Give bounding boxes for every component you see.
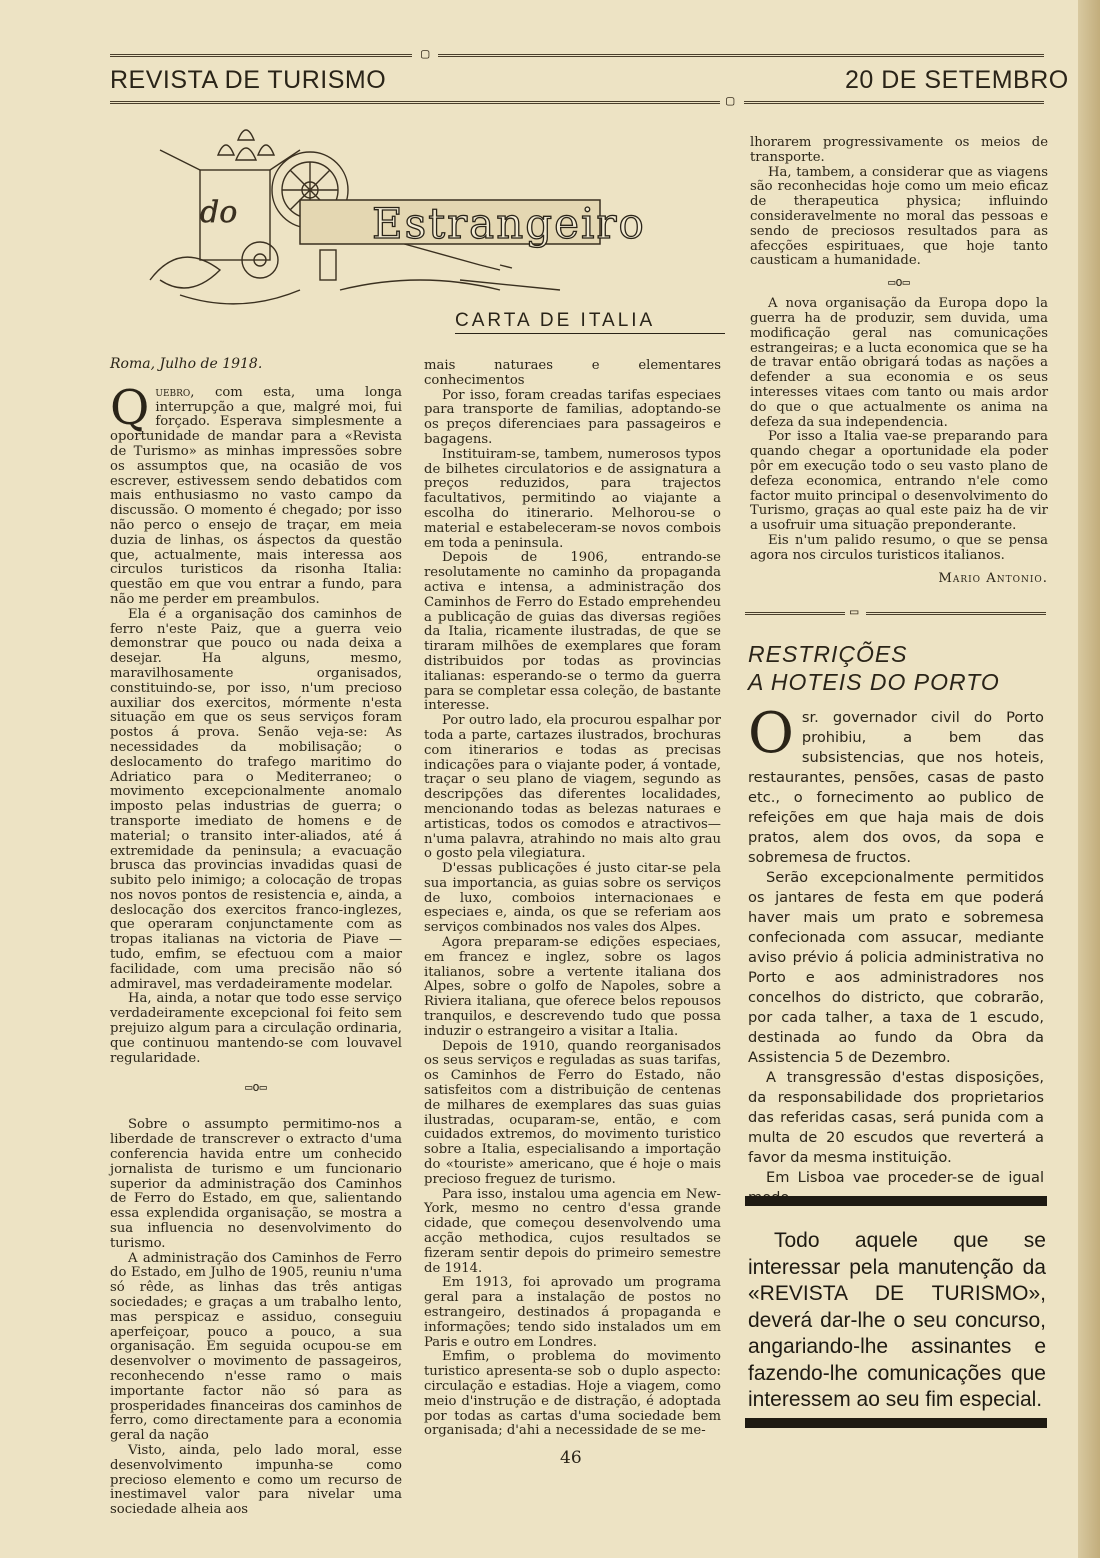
page-edge-shadow [1078,0,1100,1558]
article-paragraph: Ha, ainda, a notar que todo esse serviço verdadeiramente excepcional foi feito sem prejuizo algum para a circulação ordinaria, que continuou mantendo-se com louvavel regularidade. [110,991,402,1066]
article-paragraph: Por isso, foram creadas tarifas especiaes para transporte de familias, adoptando-se os preços diferenciaes para passageiros e bagagens. [424,387,721,447]
header-magazine-title: REVISTA DE TURISMO [110,66,387,94]
article-paragraph: A nova organisação da Europa dopo la guerra ha de produzir, sem duvida, uma modificação geral nas comunicações estrangeiras; e a lucta economica que se ha de travar então obrigará todas as nações a defender a sua economia e os seus interesses vitaes com tanto ou mais ardor do que o que actualmente os anima na defeza da sua independencia. [750,296,1048,430]
article-paragraph: Visto, ainda, pelo lado moral, esse desenvolvimento impunha-se como precioso elemento e como um recurso de inestimavel valor para nivelar uma sociedade alheia aos [110,1442,402,1518]
article-column-1 [110,357,402,1518]
restricoes-paragraph: A transgressão d'estas disposições, da responsabilidade dos proprietarios das referidas casas, será punida com a multa de 20 escudos que reverterá a favor da mesma instituição. [748,1069,1044,1166]
article-text: , com esta, uma longa interrupção a que, malgré moi, fui forçado. Esperava simplesmente a oportunidade de mandar para a «Revista de Turismo» as minhas impressões sobre os assumptos que, na ocasião de vos escrever, estivessem sendo debatidos com mais enthusiasmo no vasto campo da discussão. O momento é chegado; por isso não perco o ensejo de traçar, em meia duzia de linhas, os áspectos da questão que, actualmente, mais interessa aos circulos turisticos da risonha Italia: questão em que vou entrar a fundo, para não me perder em preambulos. [110,384,402,607]
article-paragraph: Eis n'um palido resumo, o que se pensa agora nos circulos turisticos italianos. [750,532,1048,563]
paragraph-separator: ▭o▭ [888,275,910,290]
restricoes-paragraph: Serão excepcionalmente permitidos os jantares de festa em que poderá haver mais um prato e sobremesa confecionada com assucar, mediante aviso prévio á policia administrativa no Porto e aos administradores nos concelhos do districto, que cobrarão, por cada talher, a taxa de 1 escudo, destinada ao fundo da Obra da Assistencia 5 de Dezembro. [748,869,1044,1066]
article-paragraph: Ha, tambem, a considerar que as viagens são reconhecidas hoje como um meio eficaz de therapeutica physica; influindo consideravelmente no moral das pessoas e sendo de preciosos resultados para as afecções espirituaes, que hoje tanto causticam a humanidade. [750,164,1048,269]
drop-capital: O [748,701,794,766]
article-paragraph: Instituiram-se, tambem, numerosos typos de bilhetes circulatorios e de assignatura a preços reduzidos, para trajectos facultativos, permitindo ao viajante a escolha do itinerario. Melhorou-se o material e estabeleceram-se novos combois em toda a peninsula. [424,446,721,551]
article-column-2 [424,359,721,1439]
top-rule-left [110,54,412,57]
restricoes-title-line-2: A HOTEIS DO PORTO [748,669,1000,695]
svg-text:Estrangeiro: Estrangeiro [372,199,646,248]
article-column-3 [750,136,1048,586]
notice-bottom-bar [745,1418,1047,1428]
header-rule-ornament: ▢ [726,93,735,109]
paragraph-separator: ▭o▭ [245,1080,267,1095]
article-paragraph: Ela é a organisação dos caminhos de ferro n'este Paiz, que a guerra veio demonstrar que pouco ou nada deixa a desejar. Ha alguns, mesmo, maravilhosamente organisados, constituindo-se, por isso, n'um precioso auxiliar dos exercitos, mórmente n'esta situação em que os seus serviços foram postos á prova. Senão veja-se: As necessidades da mobilisação; o deslocamento do trafego maritimo do Adriatico para o Mediterraneo; o movimento excepcionalmente anomalo imposto pelas industrias de guerra; o transporte imediato de homens e de material; o transito inter-aliados, até á extremidade da peninsula; a evacuação brusca das provincias invadidas quasi de subito pelo inimigo; a colocação de tropas nos novos pontos de resistencia e, ainda, a deslocação dos exercitos franco-inglezes, que operaram conjunctamente com as tropas italianas na victoria de Piave — tudo, emfim, se efectuou com a maior facilidade, com uma precisão não só admiravel, mas verdadeiramente modelar. [110,606,402,992]
article-paragraph: Sobre o assumpto permitimo-nos a liberdade de transcrever o extracto d'uma conferencia havida entre um conhecido jornalista de turismo e um funcionario superior da administração dos Caminhos de Ferro do Estado, em que, salientando essa explendida organisação, se mostra a sua influencia no desenvolvimento do turismo. [110,1117,402,1251]
section-rule-ornament: ▭ [850,604,859,620]
article-paragraph: lhorarem progressivamente os meios de transporte. [750,135,1048,165]
restricoes-title-line-1: RESTRIÇÕES [748,641,908,667]
top-rule-right [438,54,1044,57]
svg-text:do: do [200,195,238,230]
notice-text: Todo aquele que se interessar pela manutenção da «REVISTA DE TURISMO», deverá dar-lhe o seu concurso, angariando-lhe assinantes e fazendo-lhe comunicações que interessem ao seu fim especial. [748,1229,1046,1411]
article-paragraph: Agora preparam-se edições especiaes, em francez e inglez, sobre os lagos italianos, sobre a vertente italiana dos Alpes, sobre o golfo de Napoles, sobre a Riviera italiana, que oferece belos repousos tranquilos, e descrevendo tudo que possa induzir o estrangeiro a visitar a Italia. [424,935,721,1039]
section-logo-illustration [140,110,740,330]
top-rule-ornament: ▢ [421,46,430,62]
article-paragraph [110,379,402,608]
article-paragraph: Em 1913, foi aprovado um programa geral para a instalação de postos no estrangeiro, destinados á propaganda e informações; tendo sido instalados um em Paris e outro em Londres. [424,1275,721,1350]
section-rule-left [745,612,845,615]
article-place-date: Roma, Julho de 1918. [110,356,263,372]
restricoes-text: sr. governador civil do Porto prohibiu, a bem das subsistencias, que nos hoteis, restaurantes, pensões, casas de pasto etc., o fornecimento ao publico de refeições em que haja mais de dois pratos, alem dos ovos, da sopa e sobremesa de fructos. [748,709,1044,866]
lead-small-caps: uebro [155,384,191,400]
article-paragraph: Depois de 1910, quando reorganisados os seus serviços e reguladas as suas tarifas, os Caminhos de Ferro do Estado, não satisfeitos com a distribuição de centenas de milhares de exemplares das suas guias ilustradas, ocuparam-se, então, e com cuidados extremos, do movimento turistico sobre a Italia, especialisando a importação do «touriste» americano, que é hoje o mais precioso freguez de turismo. [424,1038,721,1187]
section-rule-right [866,612,1046,615]
header-rule-left [110,101,720,104]
article-paragraph: A administração dos Caminhos de Ferro do Estado, em Julho de 1905, reuniu n'uma só rêde, as linhas das três antigas sociedades; e graças a um trabalho lento, mas perspicaz e assiduo, conseguiu aperfeiçoar, pouco a pouco, a sua organisação. Em seguida ocupou-se em desenvolver o movimento de passageiros, reconhecendo n'esse ramo o mais importante factor não só para as prosperidades financeiras dos caminhos de ferro, como directamente para a economia geral da nação [110,1250,402,1444]
restricoes-title [748,640,1000,696]
article-paragraph: mais naturaes e elementares conhecimentos [424,358,721,388]
notice-box [748,1228,1046,1414]
restricoes-body [748,701,1044,1208]
article-paragraph: Emfim, o problema do movimento turistico apresenta-se sob o duplo aspecto: circulação e estadias. Hoje a viagem, como meio d'instrução e de distração, é adoptada por todas as cartas d'uma sociedade bem organisada; d'ahi a necessidade de se me- [424,1349,721,1439]
drop-capital: Q [110,379,150,436]
restricoes-paragraph: Em Lisboa vae proceder-se de igual [766,1169,1044,1186]
page-number: 46 [560,1448,582,1468]
article-paragraph: Para isso, instalou uma agencia em New-York, mesmo no centro d'essa grande cidade, que começou desenvolvendo uma acção methodica, cujos resultados se fizeram sentir depois do primeiro semestre de 1914. [424,1186,721,1276]
article-title: CARTA DE ITALIA [455,310,656,331]
restricoes-paragraph [748,701,1044,868]
header-date: 20 DE SETEMBRO [845,66,1069,94]
article-paragraph: Depois de 1906, entrando-se resolutamente no caminho da propaganda activa e intensa, a administração dos Caminhos de Ferro do Estado emprehendeu a publicação de guias das diversas regiões da Italia, ricamente ilustradas, de que se tiraram milhões de exemplares que foram distribuidos por todas as provincias italianas: esperando-se o termo da guerra para se completar essa coleção, de bastante interesse. [424,550,721,714]
article-paragraph: Por outro lado, ela procurou espalhar por toda a parte, cartazes ilustrados, brochuras com itinerarios e todas as precisas indicações para o viajante poder, á vontade, traçar o seu plano de viagem, segundo as descripções das diferentes localidades, mencionando todas as belezas naturaes e artisticas, todos os comodos e atractivos—n'uma palavra, atrahindo no mais alto grau o gosto pela vilegiatura. [424,713,721,862]
notice-top-bar [745,1196,1047,1206]
article-paragraph: Por isso a Italia vae-se preparando para quando chegar a oportunidade ela poder pôr em execução todo o seu vasto plano de defeza economica, entrando n'ele como factor muito principal o desenvolvimento do Turismo, graças ao qual este paiz ha de vir a usofruir uma situação preponderante. [750,429,1048,534]
article-paragraph: D'essas publicações é justo citar-se pela sua importancia, as guias sobre os serviços de luxo, comboios internacionaes e especiaes e, ainda, os que se referiam aos serviços combinados nos vales dos Alpes. [424,861,721,936]
header-rule-right [744,101,1044,104]
article-title-underline [455,333,725,334]
article-signature: Mario Antonio. [938,570,1048,586]
